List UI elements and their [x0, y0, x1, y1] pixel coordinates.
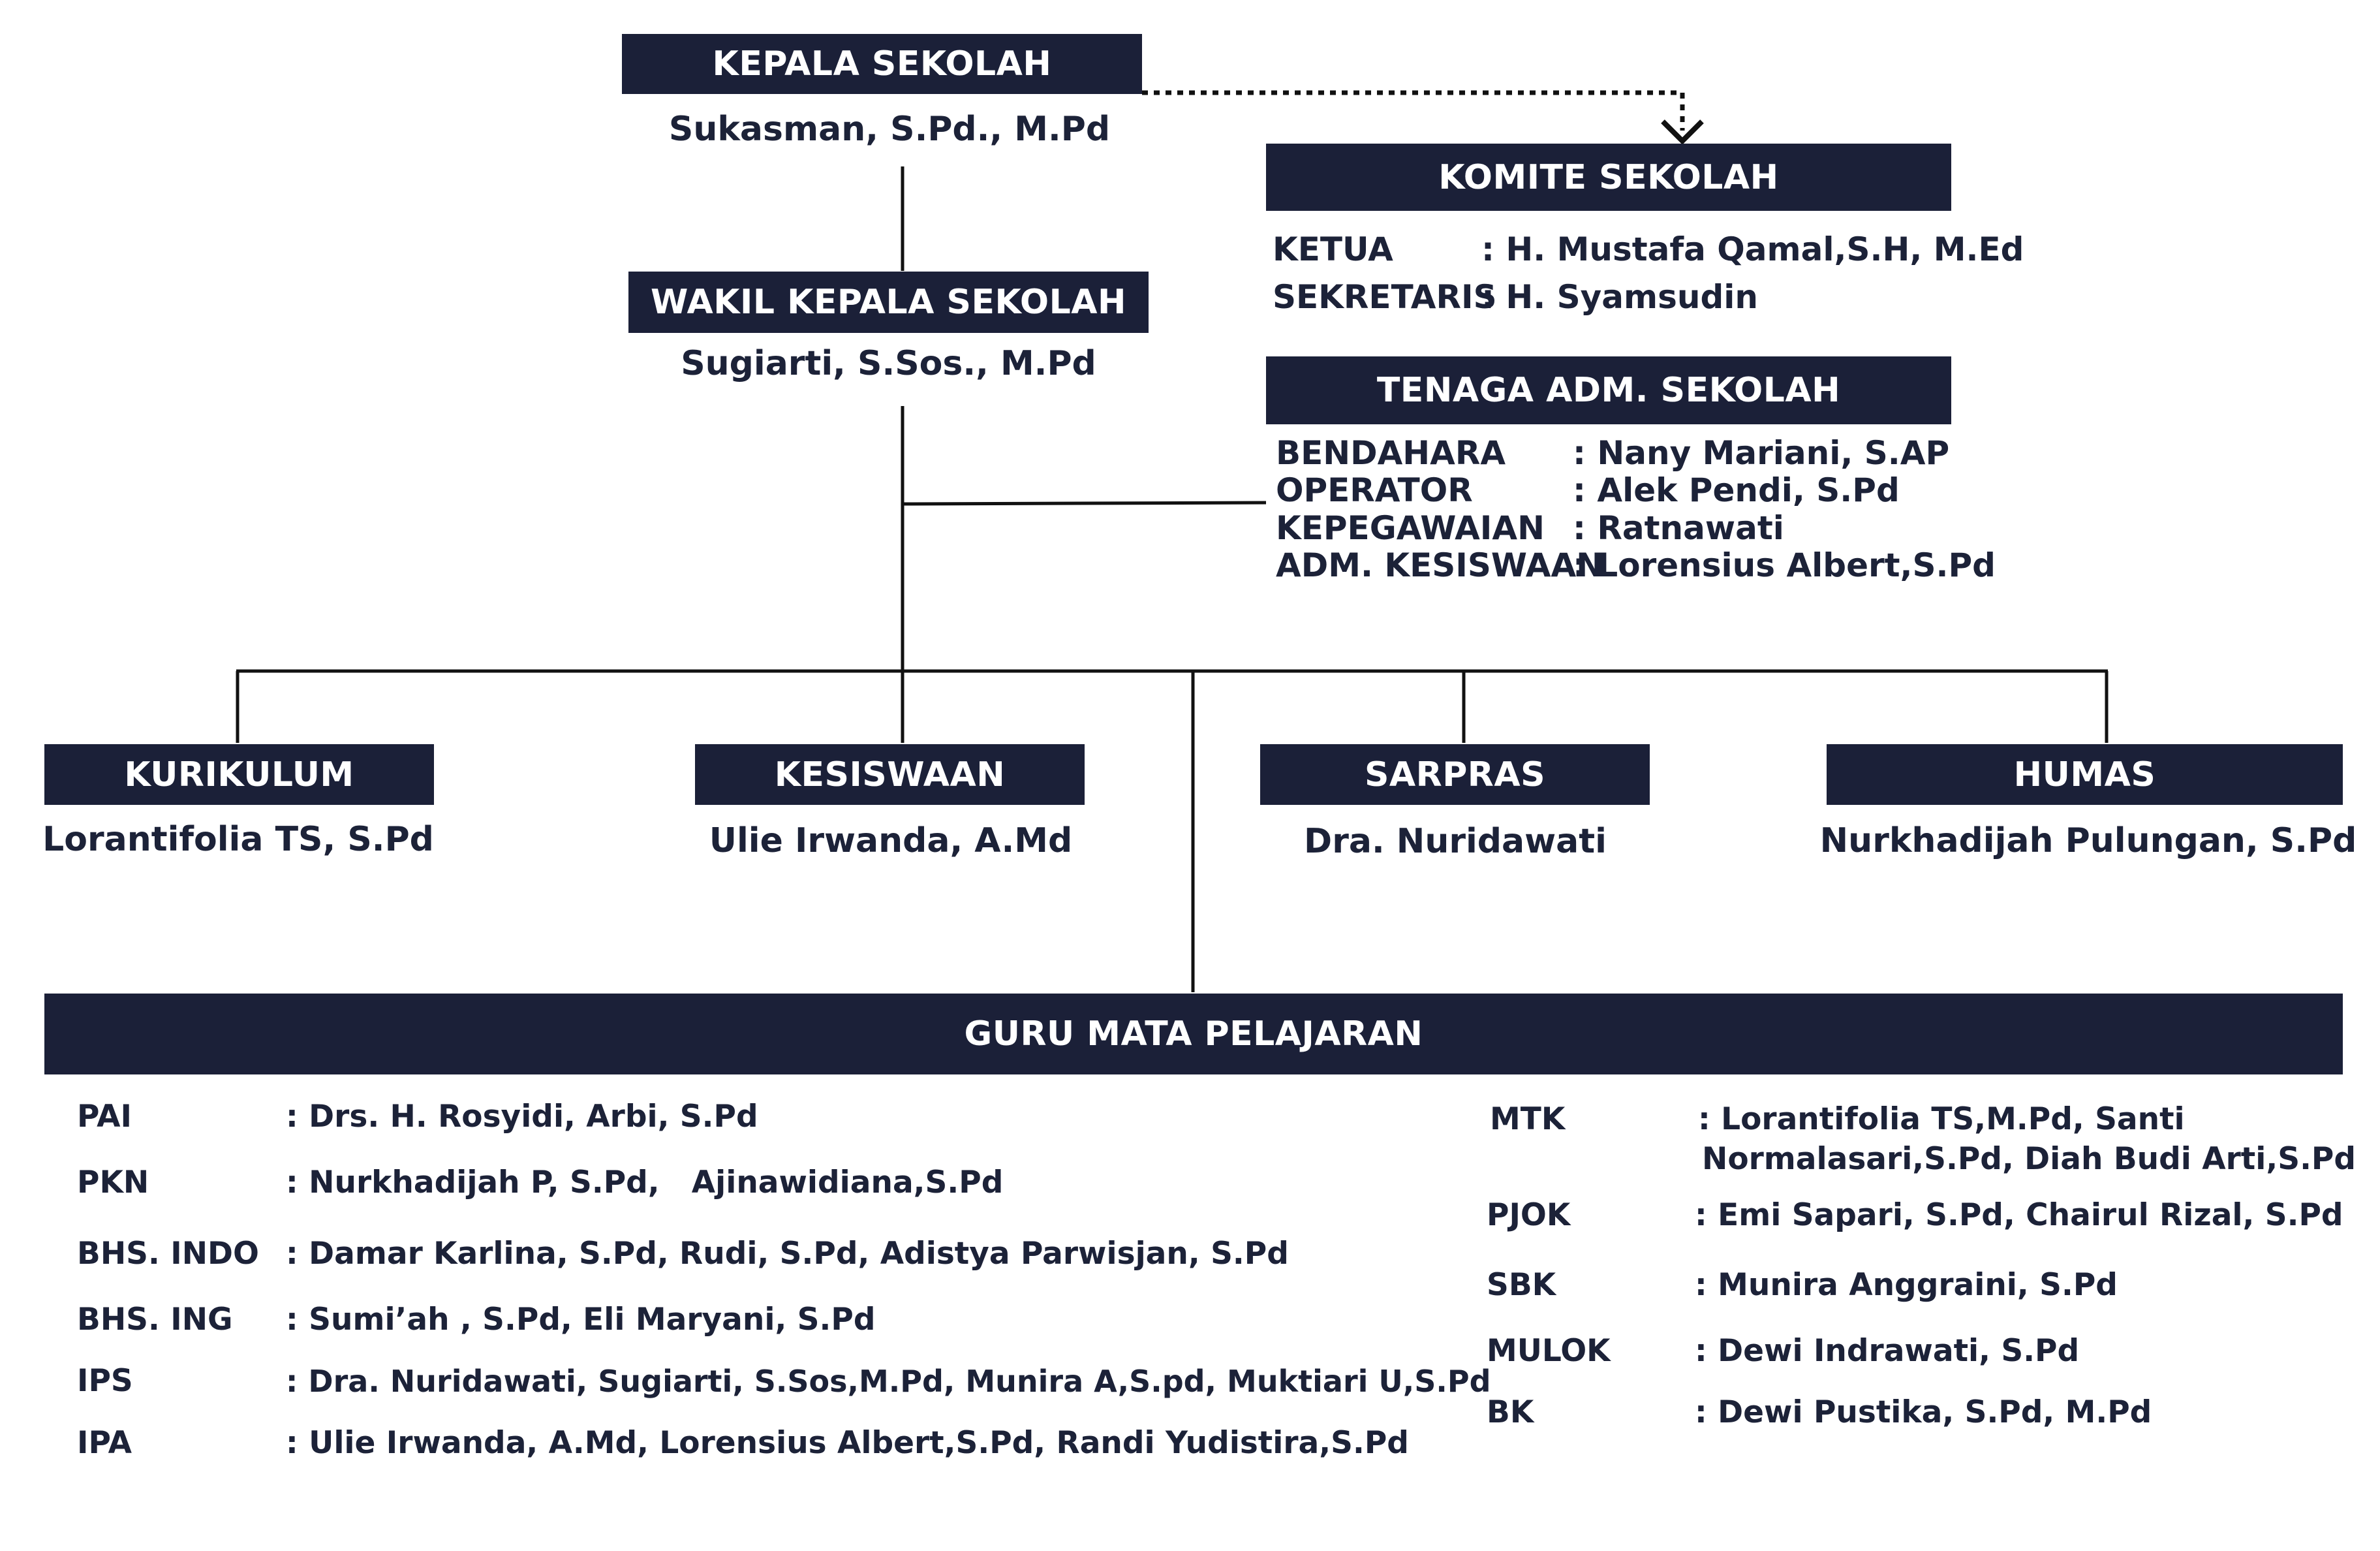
guru-subject-mtk: MTK — [1490, 1101, 1566, 1137]
guru-teachers-ipa: : Ulie Irwanda, A.Md, Lorensius Albert,S.Pd, Randi Yudistira,S.Pd — [286, 1425, 1409, 1461]
arrowhead-icon — [1663, 121, 1702, 141]
tenaga-operator-value: : Alek Pendi, S.Pd — [1573, 471, 1900, 509]
guru-teachers-sbk: : Munira Anggraini, S.Pd — [1695, 1267, 2118, 1303]
guru-teachers-bhs-indo: : Damar Karlina, S.Pd, Rudi, S.Pd, Adistya Parwisjan, S.Pd — [286, 1236, 1289, 1272]
kurikulum-header: KURIKULUM — [44, 744, 434, 805]
guru-subject-bhs-ing: BHS. ING — [77, 1302, 233, 1338]
guru-subject-ips: IPS — [77, 1363, 133, 1399]
komite-sekolah-header: KOMITE SEKOLAH — [1266, 144, 1951, 211]
guru-mapel-header: GURU MATA PELAJARAN — [44, 994, 2343, 1074]
guru-teachers-bk: : Dewi Pustika, S.Pd, M.Pd — [1695, 1394, 2152, 1430]
tenaga-bendahara-value: : Nany Mariani, S.AP — [1573, 434, 1950, 472]
kesiswaan-header: KESISWAAN — [695, 744, 1085, 805]
tenaga-adm-header: TENAGA ADM. SEKOLAH — [1266, 356, 1951, 424]
guru-subject-bhs-indo: BHS. INDO — [77, 1236, 260, 1272]
kesiswaan-name: Ulie Irwanda, A.Md — [709, 821, 1073, 860]
dotted-arrow-komite — [1142, 93, 1682, 131]
tenaga-adm-kesiswaan-label: ADM. KESISWAAN — [1276, 546, 1604, 584]
komite-sekretaris-value: : H. Syamsudin — [1481, 278, 1758, 316]
guru-subject-ipa: IPA — [77, 1425, 132, 1461]
tenaga-kepegawaian-value: : Ratnawati — [1573, 509, 1784, 547]
guru-subject-mulok: MULOK — [1487, 1333, 1611, 1369]
komite-sekretaris-label: SEKRETARIS — [1273, 278, 1497, 316]
kurikulum-name: Lorantifolia TS, S.Pd — [42, 820, 434, 859]
guru-teachers-mtk-line2: Normalasari,S.Pd, Diah Budi Arti,S.Pd — [1702, 1141, 2357, 1177]
komite-ketua-value: : H. Mustafa Qamal,S.H, M.Ed — [1481, 230, 2024, 268]
guru-teachers-mulok: : Dewi Indrawati, S.Pd — [1695, 1333, 2080, 1369]
tenaga-adm-kesiswaan-value: : Lorensius Albert,S.Pd — [1573, 546, 1996, 584]
guru-subject-bk: BK — [1487, 1394, 1534, 1430]
tenaga-bendahara-label: BENDAHARA — [1276, 434, 1506, 472]
guru-teachers-bhs-ing: : Sumi’ah , S.Pd, Eli Maryani, S.Pd — [286, 1302, 876, 1338]
komite-ketua-label: KETUA — [1273, 230, 1393, 268]
tenaga-operator-label: OPERATOR — [1276, 471, 1473, 509]
wakil-kepala-header: WAKIL KEPALA SEKOLAH — [628, 272, 1149, 333]
guru-teachers-pkn: : Nurkhadijah P, S.Pd, Ajinawidiana,S.Pd — [286, 1165, 1004, 1200]
kepala-sekolah-name: Sukasman, S.Pd., M.Pd — [668, 110, 1111, 149]
tenaga-kepegawaian-label: KEPEGAWAIAN — [1276, 509, 1545, 547]
humas-header: HUMAS — [1827, 744, 2343, 805]
sarpras-name: Dra. Nuridawati — [1304, 822, 1607, 861]
sarpras-header: SARPRAS — [1260, 744, 1650, 805]
guru-teachers-pai: : Drs. H. Rosyidi, Arbi, S.Pd — [286, 1099, 758, 1135]
guru-teachers-ips: : Dra. Nuridawati, Sugiarti, S.Sos,M.Pd, Munira A,S.pd, Muktiari U,S.Pd — [286, 1364, 1491, 1399]
guru-subject-pai: PAI — [77, 1099, 132, 1135]
kepala-sekolah-header: KEPALA SEKOLAH — [622, 34, 1142, 94]
guru-teachers-pjok: : Emi Sapari, S.Pd, Chairul Rizal, S.Pd — [1695, 1197, 2343, 1233]
guru-subject-sbk: SBK — [1487, 1267, 1556, 1303]
line-to-tenaga — [903, 503, 1266, 504]
guru-subject-pkn: PKN — [77, 1165, 149, 1200]
humas-name: Nurkhadijah Pulungan, S.Pd — [1819, 821, 2357, 860]
guru-teachers-mtk: : Lorantifolia TS,M.Pd, Santi — [1698, 1101, 2185, 1137]
guru-subject-pjok: PJOK — [1487, 1197, 1571, 1233]
wakil-kepala-name: Sugiarti, S.Sos., M.Pd — [681, 344, 1096, 383]
